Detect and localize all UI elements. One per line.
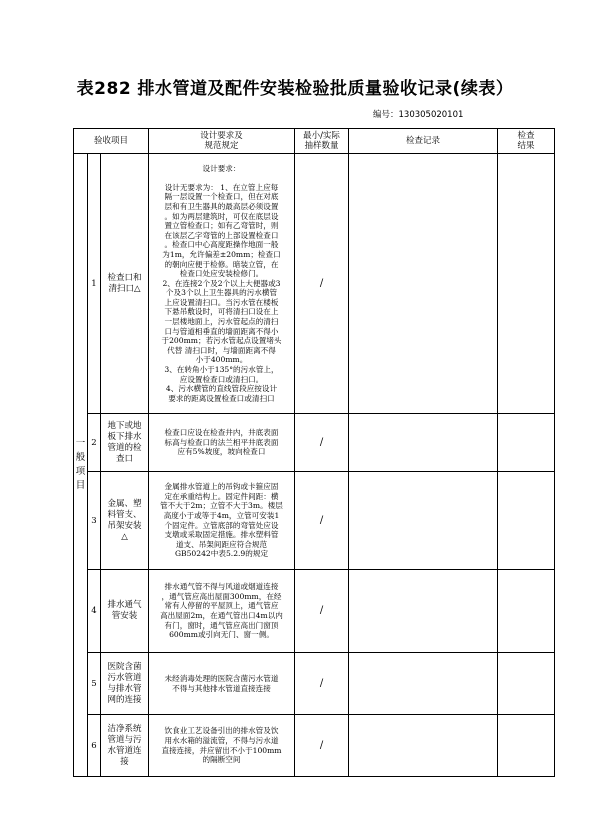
check-record[interactable] <box>349 715 498 777</box>
requirement-line: 4、污水横管的直线管段应按设计 <box>165 384 278 394</box>
row-number: 6 <box>88 715 101 777</box>
requirement-line: 用水水箱的溢流管，不得与污水道 <box>164 735 279 745</box>
requirement-line: 检查口处应安装检修门。 <box>179 269 264 279</box>
requirement-line: 高度小于或等于4m，立管可安装1 <box>163 510 280 520</box>
requirement-line: 金属排水管道上的吊钩或卡箍应固 <box>164 482 279 492</box>
requirement-line: 置立管检查口；如有乙弯管时，则 <box>164 221 279 231</box>
requirement-line: 标高与检查口的法兰相平井底表面 <box>164 437 279 447</box>
table-row <box>74 414 555 472</box>
item-name: 地下或地 板下排水 管道的检 查口 <box>101 414 149 472</box>
requirement-line: 直接连接，并应留出不小于100mm <box>161 745 282 755</box>
requirement-line: 为1m，允许偏差±20mm；检查口 <box>162 249 281 259</box>
table-row <box>74 472 555 570</box>
requirement-line: 口与管道相垂直的墙面距离不得小 <box>164 326 279 336</box>
document-code: 编号：130305020101 <box>373 110 464 120</box>
check-result[interactable] <box>498 472 555 570</box>
requirement-line: GB50242中表5.2.9的规定 <box>174 549 269 559</box>
requirement-line: 道支、吊架间距应符合规范 <box>175 539 268 549</box>
page-title: 表282 排水管道及配件安装检验批质量验收记录(续表） <box>76 79 514 99</box>
sample-count: / <box>295 414 349 472</box>
requirement-line: 的隔断空间 <box>202 755 241 765</box>
check-record[interactable] <box>349 570 498 653</box>
requirement-line: 600mm或引向无门、窗一侧。 <box>169 630 274 640</box>
sample-count: / <box>295 570 349 653</box>
check-record[interactable] <box>349 472 498 570</box>
check-record[interactable] <box>349 414 498 472</box>
requirement-line <box>152 173 291 183</box>
check-result[interactable] <box>498 715 555 777</box>
table-row <box>74 715 555 777</box>
header-row <box>74 129 555 154</box>
requirement-line: 检查口应设在检查井内，井底表面 <box>164 428 279 438</box>
requirement-text <box>149 653 295 715</box>
requirement-line: 小于400mm。 <box>195 355 248 365</box>
requirement-line: 应设置检查口或清扫口。 <box>179 374 264 384</box>
requirement-line: 层和有卫生器具的最高层必须设置 <box>164 201 279 211</box>
table-row <box>74 570 555 653</box>
table-row <box>74 653 555 715</box>
item-name: 检查口和 清扫口△ <box>101 154 149 414</box>
requirement-line: 要求的距离设置检查口或清扫口 <box>168 393 275 403</box>
requirement-text <box>149 570 295 653</box>
header-requirement: 设计要求及 规范规定 <box>149 129 295 154</box>
item-name: 金属、塑 料管支、 吊架安装 △ <box>101 472 149 570</box>
requirement-text <box>149 472 295 570</box>
requirement-line: 高出屋面2m，在通气管出口4m以内 <box>160 611 283 620</box>
requirement-line: 支墩或采取固定措施。排水塑料管 <box>164 530 279 540</box>
requirement-line: 设计无要求为： 1、在立管上应每 <box>164 182 279 192</box>
requirement-text <box>149 154 295 414</box>
row-number: 3 <box>88 472 101 570</box>
sample-count: / <box>295 653 349 715</box>
requirement-line: 管不大于2m；立管不大于3m。楼层 <box>160 501 283 511</box>
check-result[interactable] <box>498 570 555 653</box>
requirement-line: 定在承重结构上。固定件间距：横 <box>164 491 279 501</box>
requirement-line: 个固定件。立管底部的弯管处应设 <box>164 520 279 530</box>
inspection-table <box>73 128 555 777</box>
row-number: 5 <box>88 653 101 715</box>
requirement-line: 有门，窗时，通气管应高出门窗顶 <box>164 620 279 630</box>
requirement-line: 一层楼地面上，污水管起点的清扫 <box>164 317 279 327</box>
requirement-line: 代替 清扫口时，与墙面距离不得 <box>167 345 276 355</box>
requirement-line: ，通气管应高出屋面300mm，在经 <box>161 591 282 601</box>
row-number: 1 <box>88 154 101 414</box>
requirement-line: 2、在连接2个及2个以上大便器或3 <box>162 278 281 288</box>
item-name: 洁净系统 管道与污 水管道连 接 <box>101 715 149 777</box>
sample-count: / <box>295 472 349 570</box>
requirement-line: 。如为两层建筑时，可仅在底层设 <box>164 211 279 221</box>
requirement-line: 3、在转角小于135°的污水管上， <box>164 365 279 375</box>
check-result[interactable] <box>498 154 555 414</box>
header-record: 检查记录 <box>349 129 498 154</box>
requirement-line: 在该层乙字弯管的上部设置检查口 <box>164 230 279 240</box>
requirement-line: 常有人停留的平屋顶上，通气管应 <box>164 601 279 611</box>
row-number: 2 <box>88 414 101 472</box>
requirement-text <box>149 715 295 777</box>
check-result[interactable] <box>498 653 555 715</box>
requirement-text <box>149 414 295 472</box>
sample-count: / <box>295 154 349 414</box>
table-row <box>74 154 555 414</box>
check-record[interactable] <box>349 653 498 715</box>
group-label: 一 般 项 目 <box>74 154 88 777</box>
header-item: 验收项目 <box>74 129 149 154</box>
row-number: 4 <box>88 570 101 653</box>
sample-count: / <box>295 715 349 777</box>
requirement-line: 下悬吊敷设时，可将清扫口设在上 <box>164 307 279 317</box>
requirement-line: 应有5%坡度，坡向检查口 <box>177 447 266 457</box>
requirement-line: 上应设置清扫口。当污水管在楼板 <box>164 297 279 307</box>
check-record[interactable] <box>349 154 498 414</box>
requirement-line: 的朝向应便于检修。暗装立管，在 <box>164 259 279 269</box>
item-name: 医院含菌 污水管道 与排水管 网的连接 <box>101 653 149 715</box>
requirement-line: 设计要求： <box>202 163 241 173</box>
check-result[interactable] <box>498 414 555 472</box>
header-sample: 最小/实际 抽样数量 <box>295 129 349 154</box>
header-result: 检查 结果 <box>498 129 555 154</box>
requirement-line: 未经消毒处理的医院含菌污水管道 <box>164 673 279 683</box>
requirement-line: 排水通气管不得与风道或烟道连接 <box>164 582 279 592</box>
requirement-line: 。检查口中心高度距操作地面一般 <box>164 240 279 250</box>
requirement-line: 个及3个以上卫生器具的污水横管 <box>165 288 278 298</box>
requirement-line: 隔一层设置一个检查口，但在对底 <box>164 192 279 202</box>
requirement-line: 于200mm；若污水管起点设置堵头 <box>161 336 282 346</box>
requirement-line: 饮食业工艺设备引出的排水管及饮 <box>164 726 279 736</box>
requirement-line: 不得与其他排水管道直接连接 <box>172 683 271 693</box>
item-name: 排水通气 管安装 <box>101 570 149 653</box>
